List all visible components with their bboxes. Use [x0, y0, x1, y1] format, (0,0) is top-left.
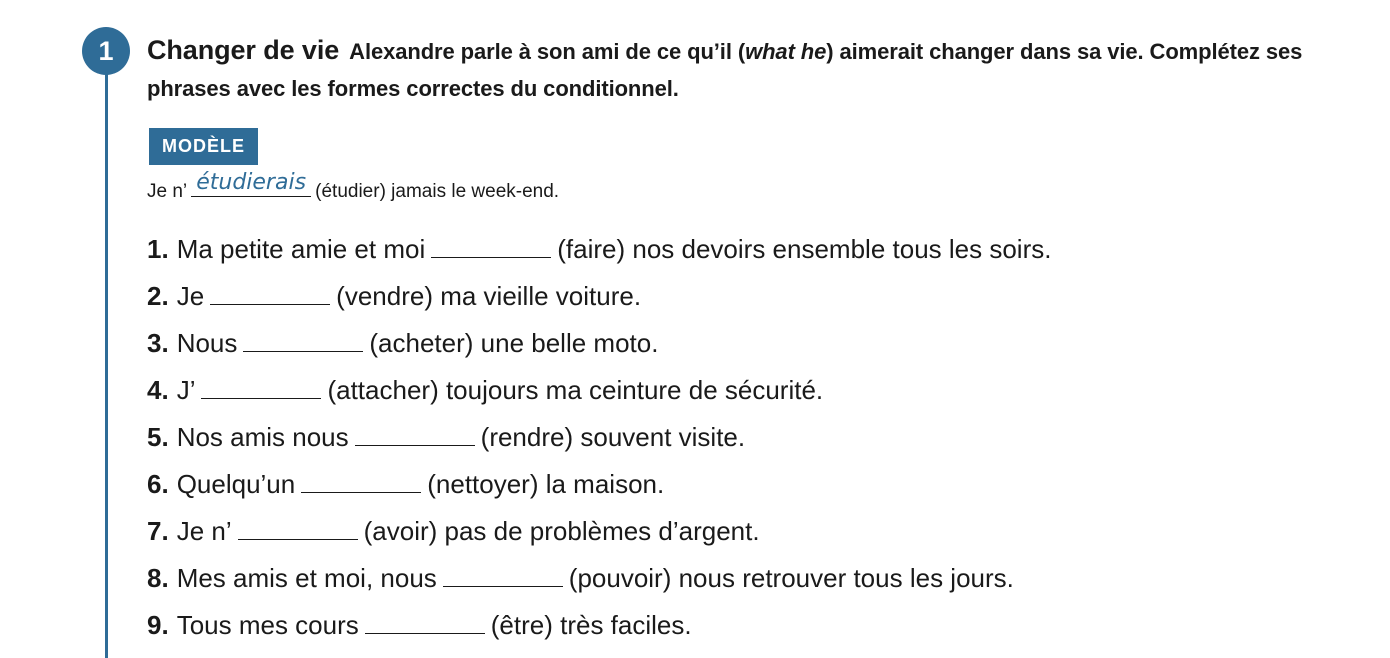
item-after: (acheter) une belle moto.	[369, 328, 659, 358]
model-prefix: Je n’	[147, 181, 188, 202]
item-number: 9.	[147, 610, 169, 640]
item-number: 6.	[147, 469, 169, 499]
exercise-items-list	[147, 226, 1051, 649]
exercise-header	[147, 32, 1367, 107]
exercise-rule-line	[105, 60, 108, 658]
instruction-italic: what he	[745, 39, 827, 64]
exercise-number-badge: 1	[82, 27, 130, 75]
item-number: 3.	[147, 328, 169, 358]
item-before: Nous	[176, 328, 238, 358]
item-after: (pouvoir) nous retrouver tous les jours.	[568, 563, 1014, 593]
answer-blank[interactable]	[301, 472, 421, 493]
item-number: 1.	[147, 234, 169, 264]
exercise-item	[147, 226, 1051, 273]
instruction-text-1: Alexandre parle à son ami de ce qu’il (	[349, 39, 746, 64]
item-before: Je	[176, 281, 205, 311]
model-suffix: (étudier) jamais le week-end.	[315, 181, 560, 202]
item-number: 7.	[147, 516, 169, 546]
item-after: (rendre) souvent visite.	[480, 422, 746, 452]
item-number: 2.	[147, 281, 169, 311]
answer-blank[interactable]	[210, 284, 330, 305]
answer-blank[interactable]	[355, 425, 475, 446]
answer-blank[interactable]	[238, 519, 358, 540]
item-before: Quelqu’un	[176, 469, 296, 499]
item-number: 4.	[147, 375, 169, 405]
item-number: 8.	[147, 563, 169, 593]
item-before: Mes amis et moi, nous	[176, 563, 437, 593]
item-after: (vendre) ma vieille voiture.	[336, 281, 642, 311]
exercise-item	[147, 555, 1051, 602]
item-after: (être) très faciles.	[490, 610, 692, 640]
item-after: (faire) nos devoirs ensemble tous les soirs.	[557, 234, 1052, 264]
answer-blank[interactable]	[243, 331, 363, 352]
answer-blank[interactable]	[365, 613, 485, 634]
item-number: 5.	[147, 422, 169, 452]
exercise-item	[147, 508, 1051, 555]
exercise-item	[147, 273, 1051, 320]
instruction-text-2: ) aimerait changer dans sa vie. Complétez ses phrases avec les formes correctes du conditionnel.	[147, 39, 1303, 101]
exercise-item	[147, 414, 1051, 461]
item-after: (avoir) pas de problèmes d’argent.	[363, 516, 760, 546]
item-before: Tous mes cours	[176, 610, 359, 640]
item-before: Ma petite amie et moi	[176, 234, 426, 264]
exercise-item	[147, 320, 1051, 367]
model-label: MODÈLE	[149, 128, 258, 165]
item-before: J’	[176, 375, 196, 405]
model-answer-slot	[191, 170, 311, 197]
item-before: Je n’	[176, 516, 232, 546]
answer-blank[interactable]	[431, 237, 551, 258]
item-before: Nos amis nous	[176, 422, 349, 452]
exercise-item	[147, 602, 1051, 649]
answer-blank[interactable]	[201, 378, 321, 399]
item-after: (nettoyer) la maison.	[427, 469, 665, 499]
exercise-item	[147, 367, 1051, 414]
exercise-title: Changer de vie	[147, 35, 340, 65]
model-answer: étudierais	[196, 170, 307, 195]
exercise-item	[147, 461, 1051, 508]
answer-blank[interactable]	[443, 566, 563, 587]
item-after: (attacher) toujours ma ceinture de sécurité.	[327, 375, 824, 405]
model-sentence	[147, 168, 559, 216]
